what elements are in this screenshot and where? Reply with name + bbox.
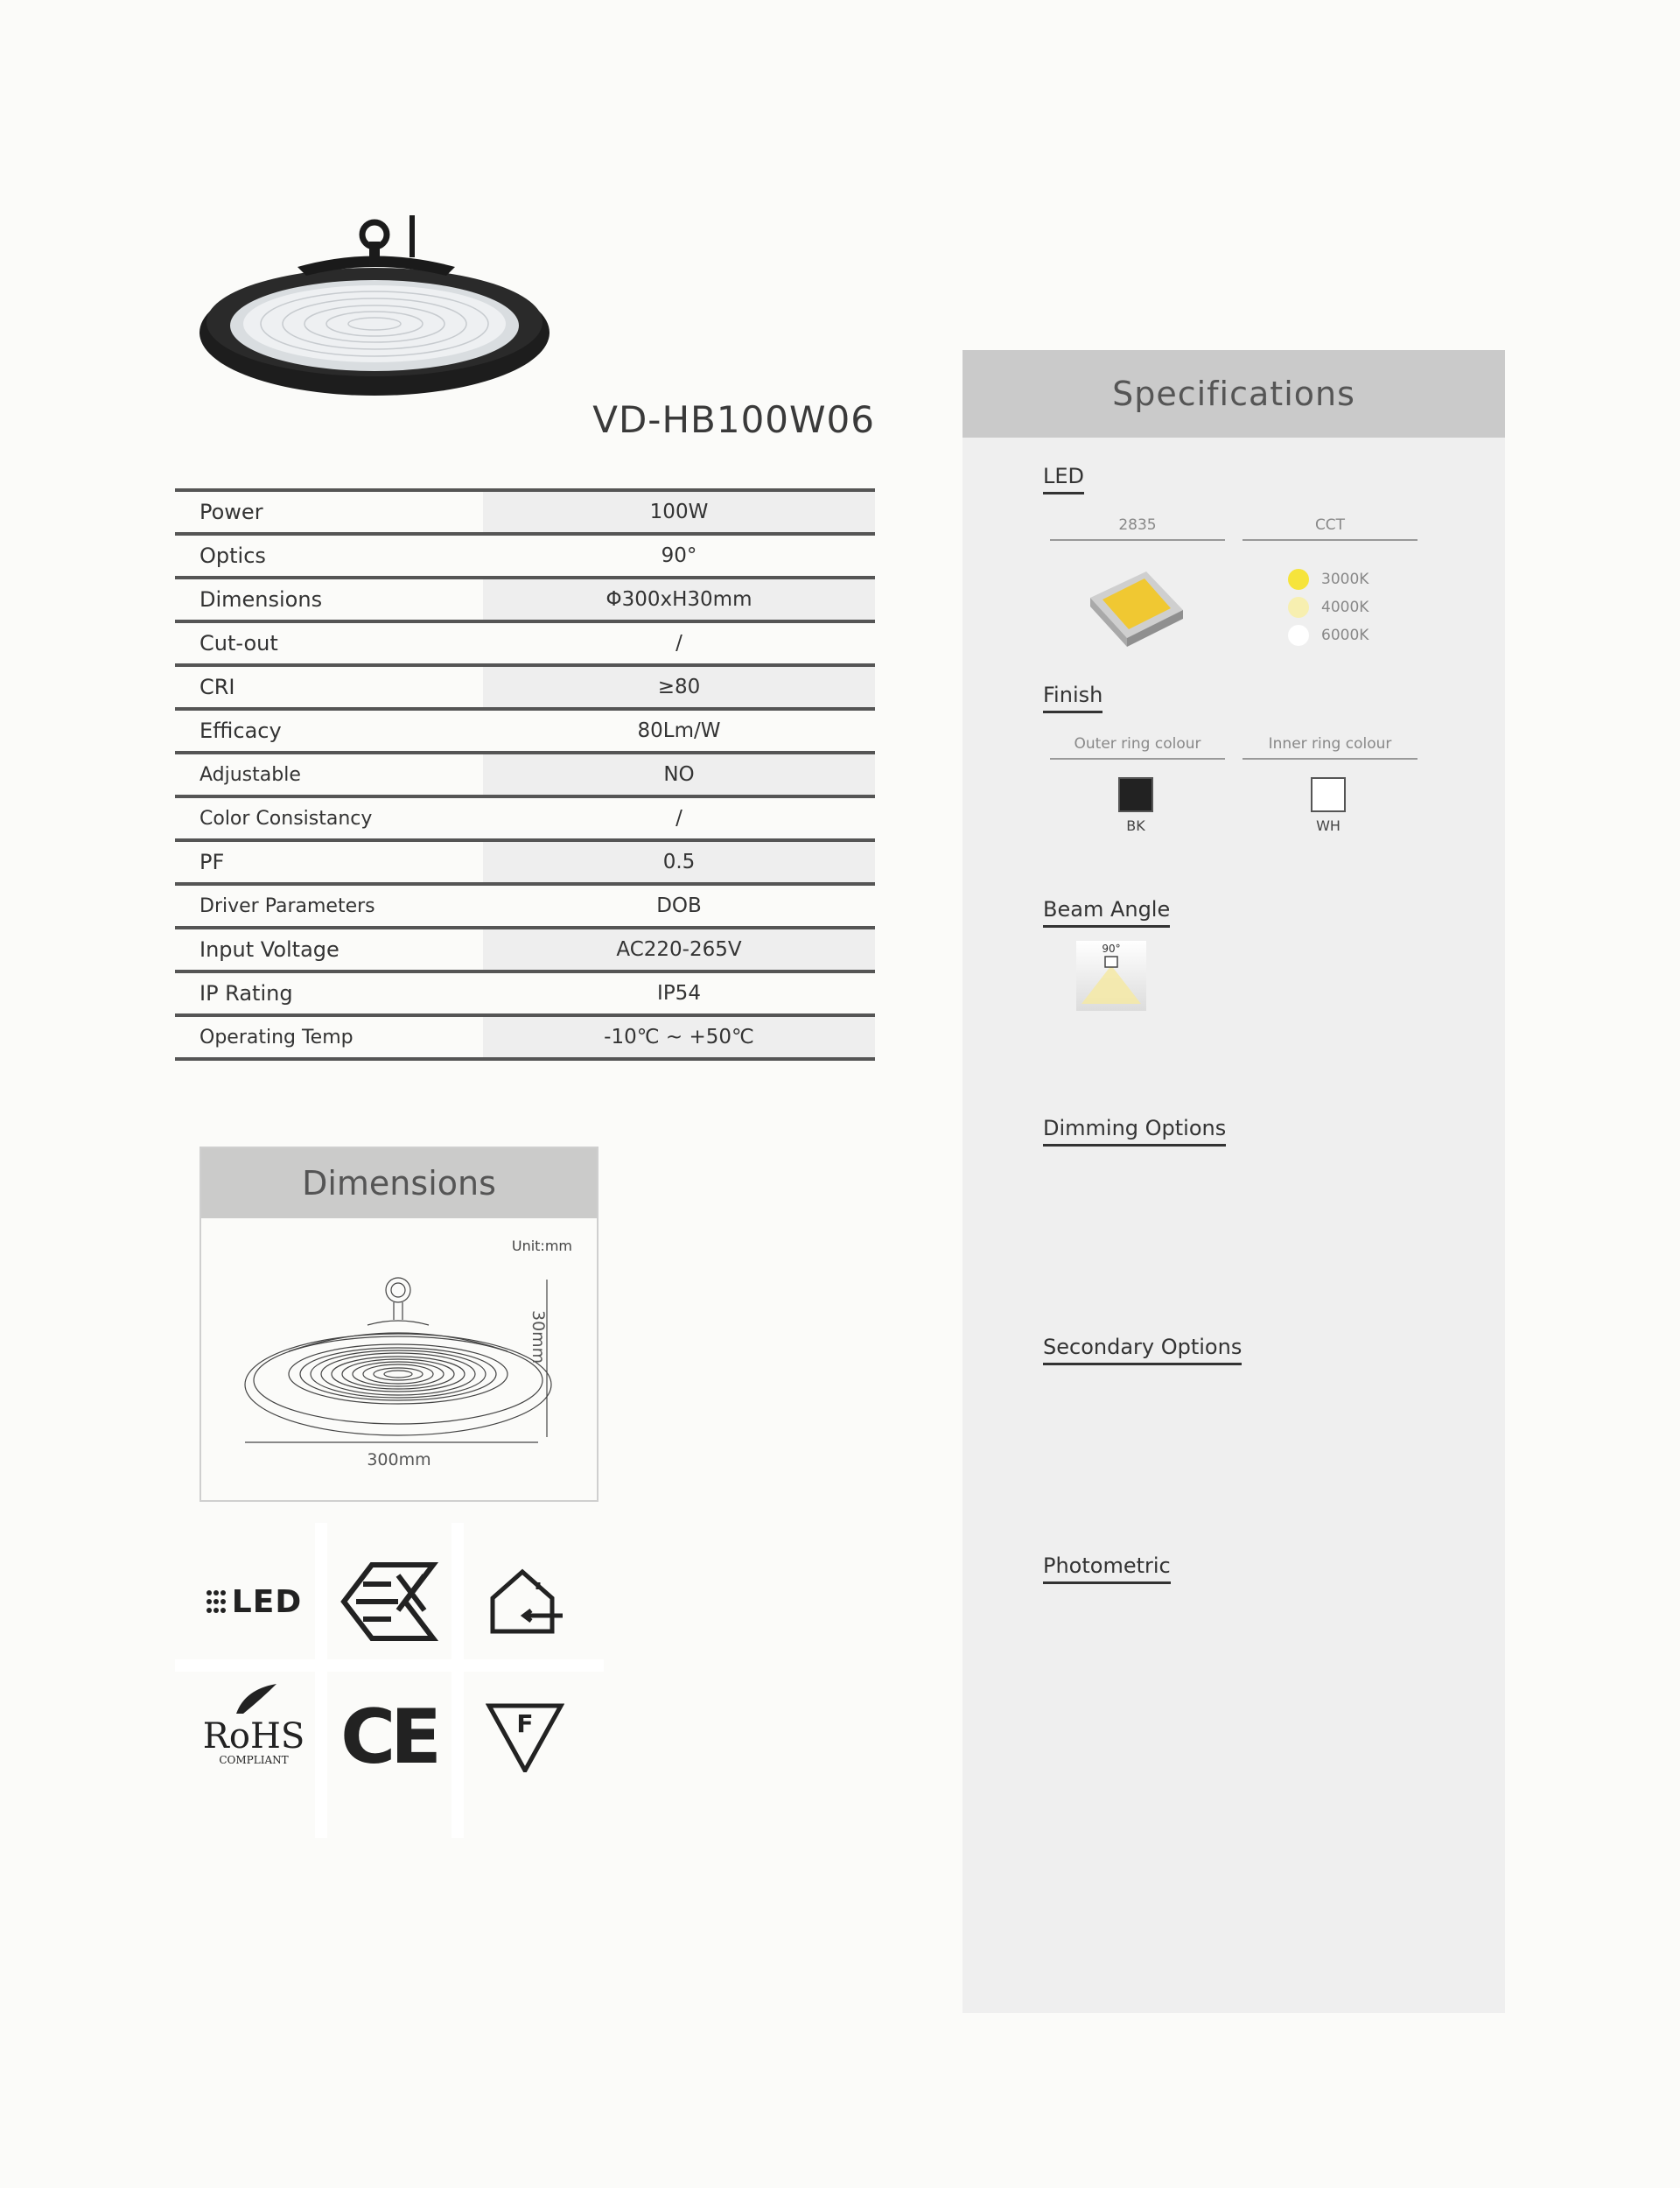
cct-label: 6000K [1321,627,1369,644]
spec-value: AC220-265V [483,929,875,970]
ce-cert-icon: CE [340,1694,437,1781]
f-mark-text: F [516,1709,534,1738]
secondary-options-title: Secondary Options [1043,1335,1242,1365]
cct-option [1288,597,1368,618]
width-label: 300mm [367,1450,431,1469]
cct-column-header: CCT [1242,516,1418,541]
spec-value: -10℃ ~ +50℃ [483,1017,875,1057]
spec-label: Input Voltage [200,937,340,962]
spec-label: Adjustable [200,763,301,786]
beam-angle-diagram [1076,941,1146,1011]
spec-value: 90° [661,544,697,567]
cct-option [1288,625,1368,646]
dimensions-panel [200,1147,598,1502]
indoor-use-icon [486,1567,564,1637]
spec-label: Optics [200,543,266,568]
rohs-sub-text: COMPLIANT [219,1754,289,1766]
spec-value: Φ300xH30mm [483,579,875,620]
spec-label: Dimensions [200,587,323,612]
spec-row-adjustable [175,754,875,798]
spec-value: IP54 [657,982,701,1005]
f-mark-icon [486,1702,564,1772]
cct-6000k-dot [1288,625,1309,646]
specifications-sidebar [962,350,1505,2013]
beam-angle-value: 90° [1102,943,1121,955]
height-label: 30mm [528,1310,548,1364]
chip-column-header: 2835 [1050,516,1225,541]
spec-label: Power [200,500,263,524]
spec-row-color-consistancy [175,798,875,842]
outer-ring-swatch[interactable] [1118,777,1153,812]
led-section-title: LED [1043,464,1084,494]
spec-row-cut-out [175,623,875,667]
spec-row-driver-parameters [175,886,875,929]
spec-row-cri [175,667,875,711]
spec-row-efficacy [175,711,875,754]
spec-value: NO [483,754,875,795]
spec-value: / [676,807,682,830]
cct-option [1288,569,1368,590]
cert-grid-divider [452,1523,464,1838]
photometric-title: Photometric [1043,1553,1171,1584]
cct-4000k-dot [1288,597,1309,618]
cct-3000k-dot [1288,569,1309,590]
spec-label: IP Rating [200,981,293,1006]
inner-ring-header: Inner ring colour [1242,735,1418,760]
led-cert-icon [192,1540,315,1663]
spec-table [175,488,875,1061]
spec-value: 0.5 [483,842,875,882]
spec-label: Operating Temp [200,1026,354,1048]
cct-label: 4000K [1321,599,1369,616]
spec-label: Cut-out [200,631,278,656]
led-cert-text: LED [231,1583,303,1620]
spec-label: Efficacy [200,719,282,743]
spec-value: 100W [483,492,875,532]
spec-label: CRI [200,675,235,699]
rohs-cert-icon [192,1680,315,1777]
outer-ring-label: BK [1126,817,1145,834]
finish-section-title: Finish [1043,683,1102,713]
spec-value: / [676,632,682,655]
spec-value: DOB [656,894,702,917]
unit-label: Unit:mm [511,1238,572,1254]
spec-row-dimensions [175,579,875,623]
rohs-text: RoHS [202,1716,305,1757]
specifications-title: Specifications [962,350,1505,438]
spec-value: ≥80 [483,667,875,707]
beam-angle-section-title: Beam Angle [1043,897,1170,928]
product-photo [192,210,560,403]
cert-grid-divider [315,1523,327,1838]
inner-ring-swatch[interactable] [1311,777,1346,812]
spec-label: PF [200,850,225,874]
spec-row-input-voltage [175,929,875,973]
led-dots-icon [206,1588,227,1616]
dimensions-title: Dimensions [201,1148,597,1218]
spec-row-ip-rating [175,973,875,1017]
spec-row-pf [175,842,875,886]
product-model: VD-HB100W06 [592,398,875,441]
inner-ring-label: WH [1316,817,1340,834]
enec-cert-icon [337,1558,442,1645]
outer-ring-header: Outer ring colour [1050,735,1225,760]
spec-row-optics [175,536,875,579]
leaf-icon [228,1680,280,1715]
dimming-options-title: Dimming Options [1043,1116,1226,1147]
spec-row-power [175,492,875,536]
spec-label: Color Consistancy [200,807,373,830]
dimension-drawing [236,1253,569,1455]
led-chip-icon [1085,565,1190,652]
cct-label: 3000K [1321,571,1369,588]
spec-value: 80Lm/W [637,719,721,742]
spec-row-operating-temp [175,1017,875,1061]
spec-label: Driver Parameters [200,894,375,917]
